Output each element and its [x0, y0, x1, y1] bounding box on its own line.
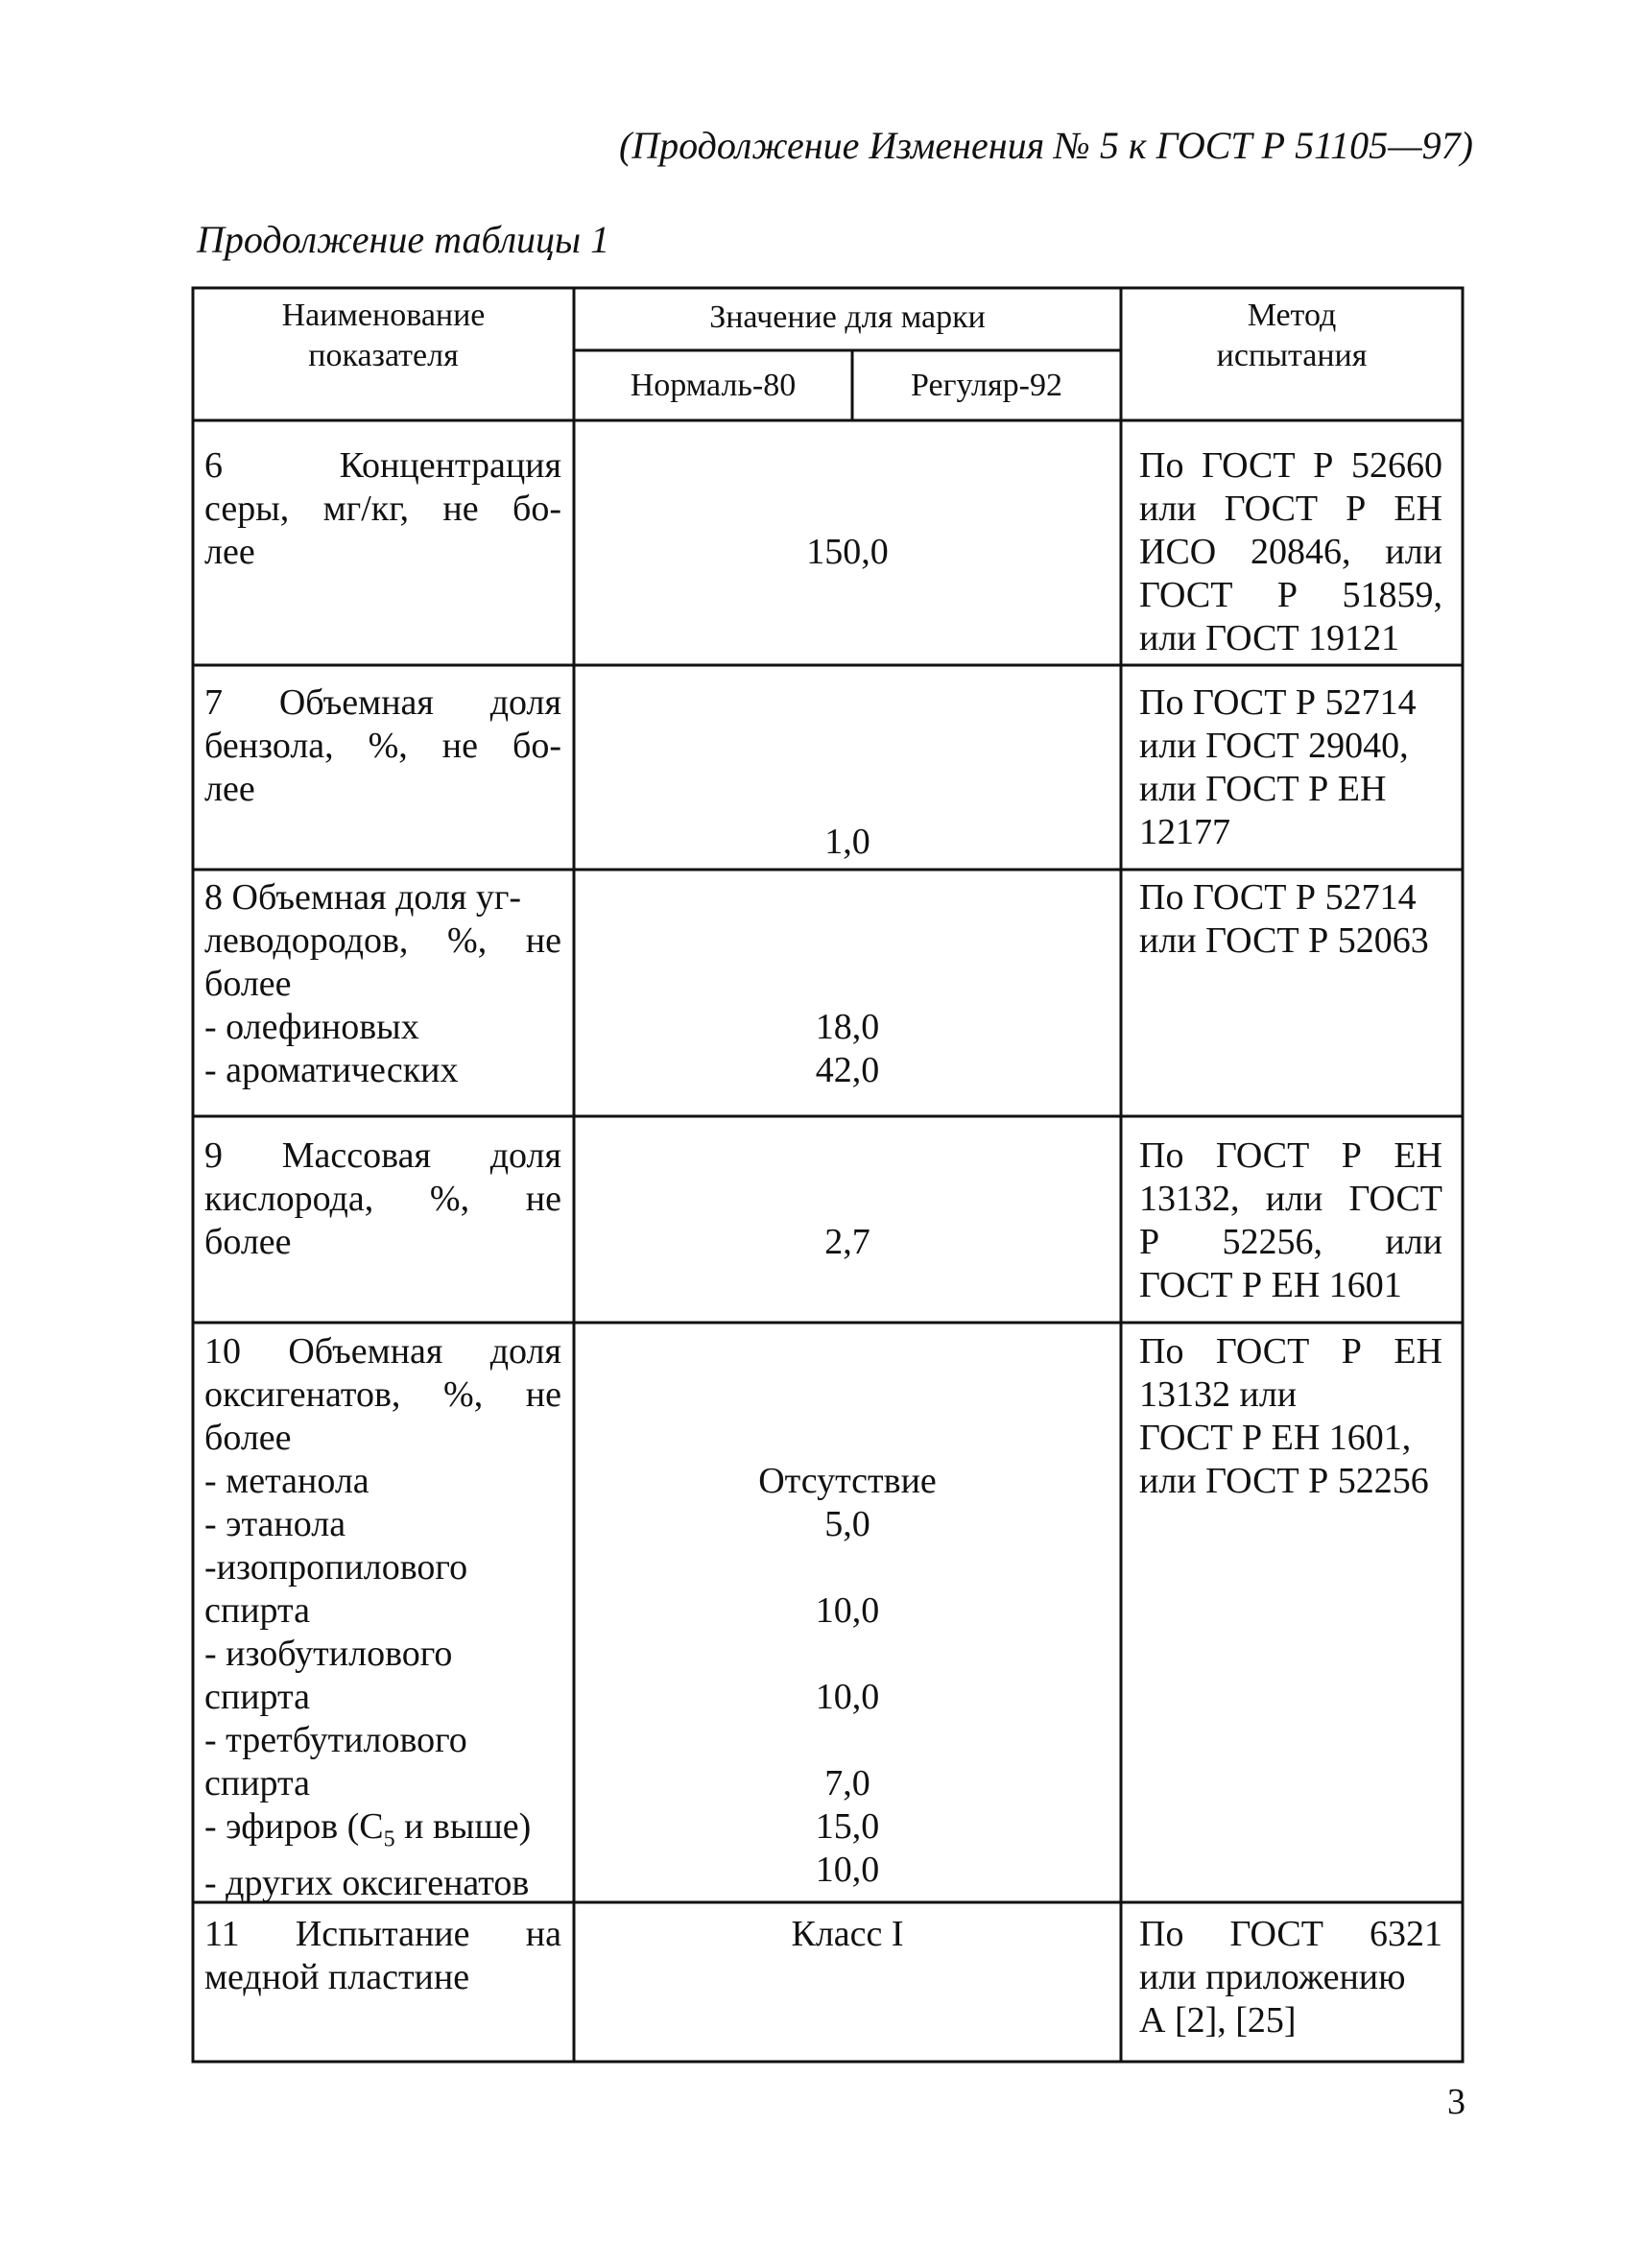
- header-test-method: Метод испытания: [1216, 298, 1368, 373]
- header-value-group: Значение для марки: [709, 299, 986, 335]
- header-grade-normal-80: Нормаль-80: [630, 368, 797, 403]
- row-8-method: По ГОСТ Р 52714 или ГОСТ Р 52063: [1139, 877, 1429, 961]
- row-11-value: Класс I: [791, 1914, 904, 1954]
- row-11-method: По ГОСТ 6321 или приложению А [2], [25]: [1139, 1914, 1442, 2041]
- row-7-method: По ГОСТ Р 52714 или ГОСТ 29040, или ГОСТ Р ЕН 12177: [1139, 682, 1417, 852]
- continuation-header: (Продолжение Изменения № 5 к ГОСТ Р 51105—97): [618, 124, 1473, 167]
- row-9-method: По ГОСТ Р ЕН 13132, или ГОСТ Р 52256, или ГОСТ Р ЕН 1601: [1139, 1135, 1442, 1305]
- table-caption: Продолжение таблицы 1: [197, 218, 610, 261]
- row-10-method: По ГОСТ Р ЕН 13132 или ГОСТ Р ЕН 1601, или ГОСТ Р 52256: [1139, 1331, 1442, 1501]
- row-11-indicator: 11 Испытание на медной пластине: [204, 1914, 561, 1997]
- row-8-values: 18,0 42,0: [815, 1007, 880, 1090]
- row-9-value: 2,7: [824, 1222, 870, 1262]
- row-6-indicator: 6 Концентрация серы, мг/кг, не бо- лее: [204, 445, 561, 572]
- row-8-indicator: 8 Объемная доля уг- леводородов, %, не более - олефиновых - ароматических: [204, 877, 561, 1090]
- row-7-indicator: 7 Объемная доля бензола, %, не бо- лее: [204, 682, 561, 809]
- header-indicator-name: Наименование показателя: [281, 298, 486, 373]
- page-number: 3: [1447, 2082, 1465, 2122]
- row-9-indicator: 9 Массовая доля кислорода, %, не более: [204, 1135, 561, 1262]
- row-6-value: 150,0: [806, 532, 889, 572]
- row-6-method: По ГОСТ Р 52660 или ГОСТ Р ЕН ИСО 20846, или ГОСТ Р 51859, или ГОСТ 19121: [1139, 445, 1442, 658]
- row-10-values: Отсутствие 5,0 10,0 10,0 7,0 15,0 10,0: [758, 1461, 937, 1890]
- row-7-value: 1,0: [824, 822, 870, 862]
- row-10-indicator: 10 Объемная доля оксигенатов, %, не более - метанола - этанола -изопропилового спирта - изобутилового спирта - третбутилового спирта - эфиров ($С_5$ и выше) - других оксигенатов: [204, 1331, 561, 1903]
- ether-line: - эфиров ($С_5$ и выше): [204, 1806, 532, 1852]
- header-grade-regular-92: Регуляр-92: [911, 368, 1062, 403]
